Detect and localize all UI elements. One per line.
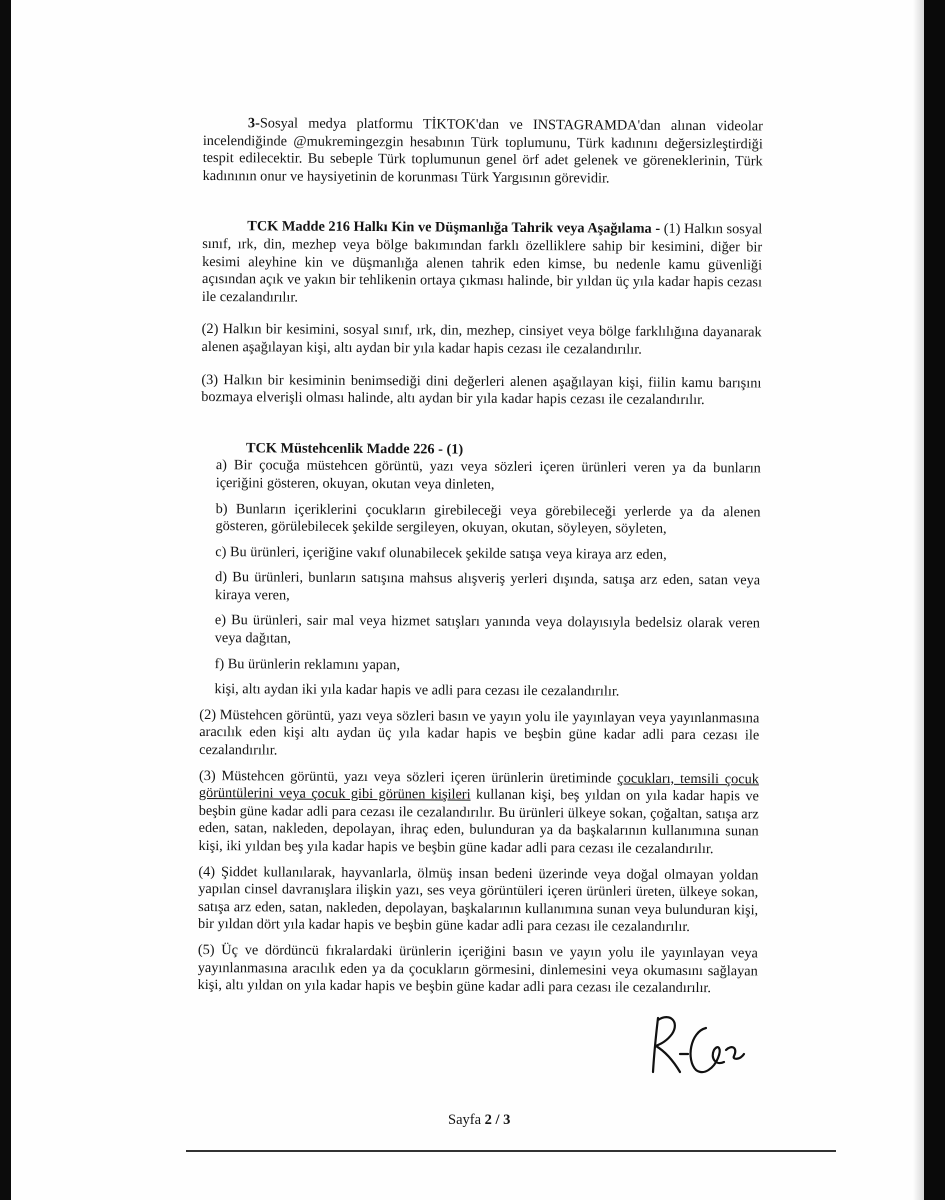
article-216-paragraph-2: (2) Halkın bir kesimini, sosyal sınıf, ırk, din, mezhep, cinsiyet veya bölge farklılığına dayanarak alenen aşağılayan kişi, altı aydan bir yıla kadar hapis cezası ile cezalandırılır. xyxy=(201,321,762,358)
article-226-paragraph-2: (2) Müstehcen görüntü, yazı veya sözleri basın ve yayın yolu ile yayınlayan veya yayınlanmasına aracılık eden kişi altı aydan üç yıla kadar hapis ve beşbin güne kadar adli para cezası ile cezalandırılır. xyxy=(199,706,760,759)
article-216-heading: TCK Madde 216 Halkı Kin ve Düşmanlığa Tahrik veya Aşağılama - xyxy=(247,218,661,238)
article-226-penalty: kişi, altı aydan iki yıla kadar hapis ve adli para cezası ile cezalandırılır. xyxy=(214,681,620,700)
bottom-divider xyxy=(186,1150,836,1152)
article-226-p3-end: kullanan kişi, beş yıldan on yıla kadar hapis ve beşbin güne kadar adli para cezası ile cezalandırılır. Bu ürünleri ülkeye sokan, çoğaltan, satışa arz eden, satan, nakleden, depolayan, ihraç eden, bulunduran ya da başkalarının kullanımına sunan kişi, iki yıldan beş yıla kadar hapis ve beşbin güne kadar adli para cezası ile cezalandırılır. xyxy=(198,786,759,858)
page-label: Sayfa xyxy=(448,1112,485,1128)
article-226-p3-start: (3) Müstehcen görüntü, yazı veya sözleri içeren ürünlerin üretiminde xyxy=(198,767,618,787)
intro-text: Sosyal medya platformu TİKTOK'dan ve INSTAGRAMDA'dan alınan videolar incelendiğinde @mukremingezgin hesabının Türk toplumunu, Türk kadınını değersizleştirdiği tespit edilecektir. Bu sebeple Türk toplumunun genel örf adet gelenek ve göreneklerinin, Türk kadınının onur ve haysiyetinin de korunması Türk Yargısının görevidir. xyxy=(202,115,763,187)
article-226-paragraph-5: (5) Üç ve dördüncü fıkralardaki ürünlerin içeriğini basın ve yayın yolu ile yayınlayan veya yayınlanmasına aracılık eden ya da çocukların görmesini, dinlemesini veya okumasını sağlayan kişi, altı yıldan on yıla kadar hapis ve beşbin güne kadar adli para cezası ile cezalandırılır. xyxy=(197,941,758,997)
paper-shadow xyxy=(913,0,924,1200)
article-216-paragraph-3: (3) Halkın bir kesiminin benimsediği dini değerleri alenen aşağılayan kişi, fiilin kamu barışını bozmaya elverişli olması halinde, altı aydan bir yıla kadar hapis cezası ile cezalandırılır. xyxy=(201,371,762,409)
page-index: 2 / 3 xyxy=(484,1112,511,1128)
page-number xyxy=(448,1112,510,1129)
intro-paragraph xyxy=(203,115,763,189)
article-226-item-b: b) Bunların içeriklerini çocukların girebileceği veya görebileceği yerlerde ya da alenen gösteren, görülebilecek şekilde sergileyen, okuyan, okutan, söyleyen, söyleten, xyxy=(215,500,761,537)
scan-border-right xyxy=(924,0,945,1200)
article-226-item-a: a) Bir çocuğa müstehcen görüntü, yazı veya sözleri içeren ürünleri veren ya da bunların içeriğini gösteren, okuyan, okutan veya dinleten, xyxy=(215,457,761,493)
article-216-paragraph-1 xyxy=(202,218,763,309)
article-226-item-d: d) Bu ürünleri, bunların satışına mahsus alışveriş yerleri dışında, satışa arz eden, satan veya kiraya veren, xyxy=(215,569,761,604)
document-body xyxy=(198,115,763,998)
scan-border-left xyxy=(0,0,11,1200)
article-226-paragraph-4: (4) Şiddet kullanılarak, hayvanlarla, ölmüş insan bedeni üzerinde veya doğal olmayan yoldan yapılan cinsel davranışlara ilişkin yazı, ses veya görüntüleri içeren ürünleri üreten, ülkeye sokan, satışa arz eden, satan, nakleden, depolayan, başkalarının kullanımına sunan veya bulunduran kişi, bir yıldan dört yıla kadar hapis ve beşbin güne kadar adli para cezası ile cezalandırılır. xyxy=(198,863,759,936)
article-216-p1-text: (1) Halkın sosyal sınıf, ırk, din, mezhep veya bölge bakımından farklı özelliklere sahip bir kesimini, diğer bir kesimi aleyhine kin ve düşmanlığa alenen tahrik eden kimse, bu nedenle kamu güvenliği açısından açık ve yakın bir tehlikenin ortaya çıkması halinde, bir yıldan üç yıla kadar hapis cezası ile cezalandırılır. xyxy=(201,221,763,306)
article-226-heading: TCK Müstehcenlik Madde 226 - (1) xyxy=(245,439,464,458)
article-226-p3-underlined: çocukları, temsili çocuk görüntülerini veya çocuk gibi görünen kişileri xyxy=(198,770,760,803)
article-226-item-c: c) Bu ürünleri, içeriğine vakıf olunabilecek şekilde satışa veya kiraya arz eden, xyxy=(215,543,667,563)
article-226-paragraph-3 xyxy=(198,768,759,859)
article-226-item-f: f) Bu ürünlerin reklamını yapan, xyxy=(214,655,401,673)
handwritten-signature xyxy=(640,1010,760,1080)
article-226-item-e: e) Bu ürünleri, sair mal veya hizmet satışları yanında veya dolayısıyla bedelsiz olarak veren veya dağıtan, xyxy=(214,612,760,647)
intro-number: 3- xyxy=(247,115,260,132)
